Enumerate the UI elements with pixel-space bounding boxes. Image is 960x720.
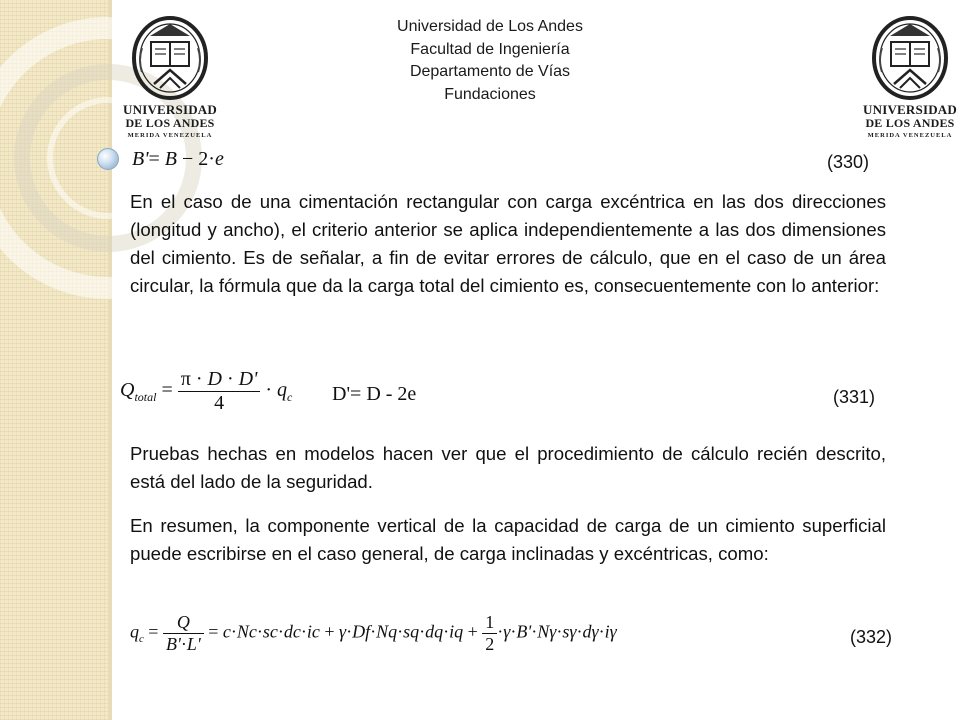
equation-331-number: (331) (833, 387, 876, 407)
equation-332-number: (332) (850, 627, 893, 647)
logo-city: MERIDA VENEZUELA (867, 132, 953, 139)
faculty-name: Facultad de Ingeniería (410, 40, 570, 58)
paragraph-model-tests: Pruebas hechas en modelos hacen ver que el procedimiento de cálculo recién descrito, está del lado de la seguridad. (130, 443, 886, 492)
equation-330-number: (330) (827, 152, 870, 172)
seal-icon (120, 12, 220, 102)
logo-name-line1: UNIVERSIDAD (123, 102, 217, 117)
logo-name-line2: DE LOS ANDES (865, 116, 955, 130)
paragraph-summary: En resumen, la componente vertical de la capacidad de carga de un cimiento superficial puede escribirse en el caso general, de carga inclinadas y excéntricas, como: (130, 515, 886, 564)
university-logo-left (120, 12, 220, 142)
seal-icon (860, 12, 960, 102)
department-name: Departamento de Vías (409, 63, 571, 80)
logo-name-line2: DE LOS ANDES (125, 116, 215, 130)
equation-331-circular-diameter: D'= D - 2e (332, 383, 417, 405)
paragraph-rectangular-foundation: En el caso de una cimentación rectangular con carga excéntrica en las dos direcciones (longitud y ancho), el criterio anterior se aplica independientemente a las dos dimensiones del cimiento. Es de señalar, a fin de evitar errores de cálculo, que en el caso de un área circular, la fórmula que da la carga total del cimiento es, consecuentemente con lo anterior: (130, 191, 886, 296)
equation-331: $Q_{total}$ = $\frac{\pi \cdot D \cdot D'}{4}$ · $q_c$ (120, 368, 293, 414)
logo-city: MERIDA VENEZUELA (127, 132, 213, 139)
equation-332: $q_c$ = $\frac{Q}{B'\cdot L'}$ = c·Nc·sc·dc·ic + γ·Df·Nq·sq·dq·iq + $\frac{1}{2}$ ·γ·B'·Nγ·sγ·dγ·iγ (130, 612, 617, 654)
document-header (380, 16, 600, 106)
course-name: Fundaciones (444, 85, 536, 103)
university-name: Universidad de Los Andes (397, 18, 583, 35)
logo-name-line1: UNIVERSIDAD (863, 102, 957, 117)
bullet-icon (97, 148, 119, 170)
university-logo-right (860, 12, 960, 142)
equation-330: B'= B − 2·e (132, 148, 224, 170)
